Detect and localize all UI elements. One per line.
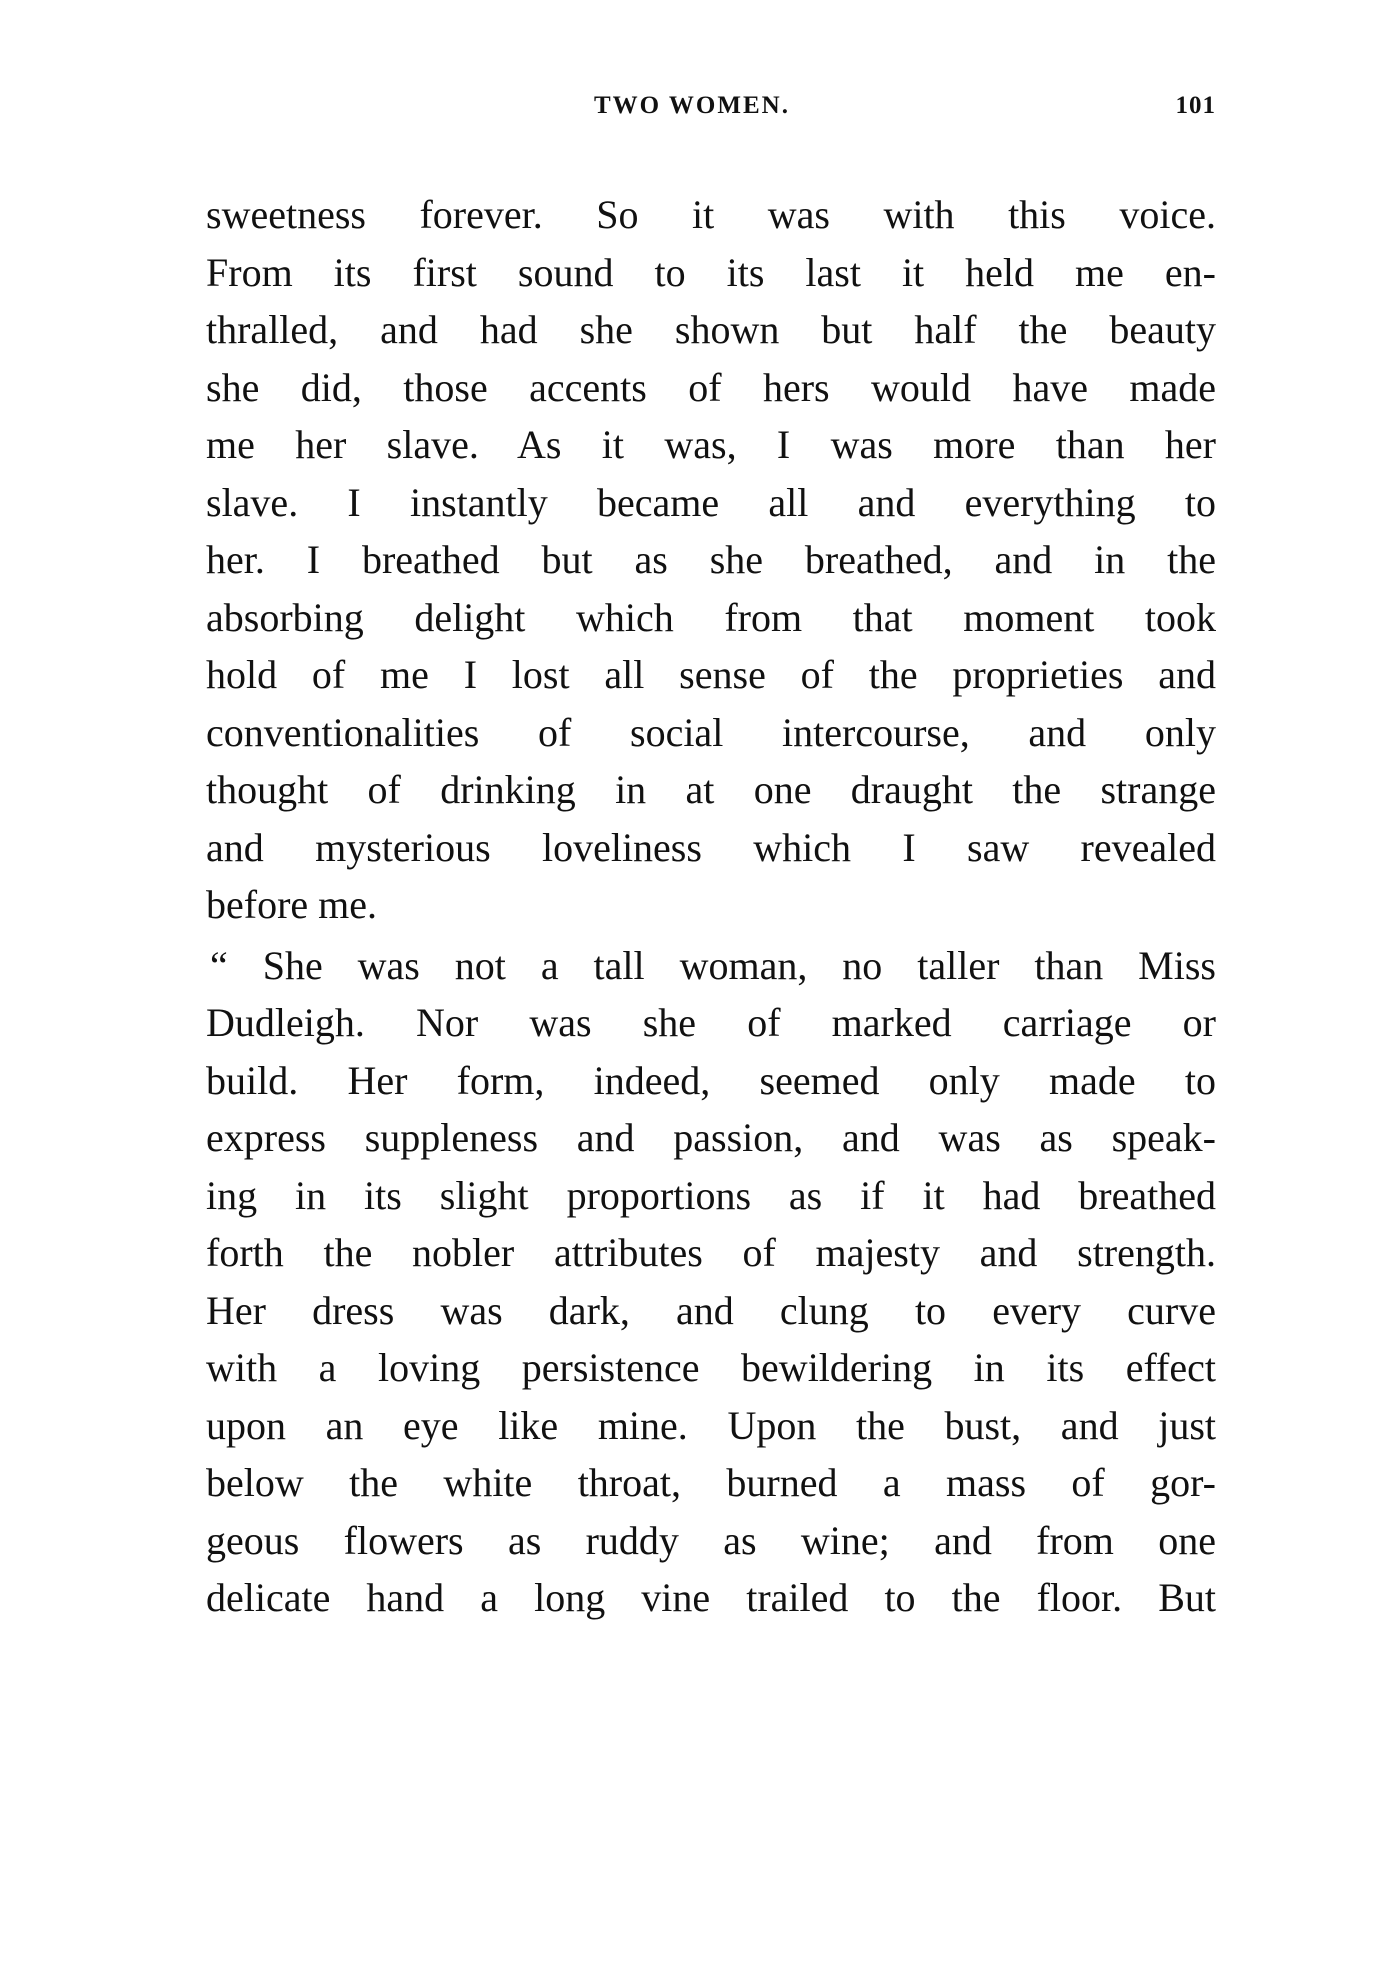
text-line: and mysterious loveliness which I saw revealed	[206, 824, 1216, 870]
text-line: upon an eye like mine. Upon the bust, and just	[206, 1402, 1216, 1448]
text-line: sweetness forever. So it was with this voice.	[206, 192, 1216, 237]
text-line: express suppleness and passion, and was as speak-	[206, 1115, 1216, 1160]
text-line: conventionalities of social intercourse, and only	[206, 709, 1216, 755]
text-line: hold of me I lost all sense of the proprieties and	[206, 652, 1216, 697]
text-line: before me.	[206, 882, 378, 927]
text-line: “ She was not a tall woman, no taller than Miss	[210, 942, 1216, 988]
text-line: From its first sound to its last it held me en-	[206, 249, 1216, 295]
text-line: build. Her form, indeed, seemed only made to	[206, 1057, 1216, 1103]
text-line: ing in its slight proportions as if it had breathed	[206, 1172, 1216, 1218]
paragraph	[206, 937, 1216, 1627]
text-line: geous flowers as ruddy as wine; and from one	[206, 1517, 1216, 1563]
text-line: slave. I instantly became all and everything to	[206, 479, 1216, 525]
text-line: Her dress was dark, and clung to every curve	[206, 1287, 1216, 1333]
text-line: she did, those accents of hers would have made	[206, 364, 1216, 410]
text-line: Dudleigh. Nor was she of marked carriage or	[206, 1000, 1216, 1045]
body-text	[206, 186, 1216, 1627]
text-line: me her slave. As it was, I was more than her	[206, 422, 1216, 467]
running-head	[206, 92, 1216, 126]
text-line: her. I breathed but as she breathed, and in the	[206, 537, 1216, 582]
text-line: thought of drinking in at one draught the strange	[206, 767, 1216, 812]
page-number: 101	[1175, 92, 1216, 119]
paragraph	[206, 186, 1216, 934]
text-line: delicate hand a long vine trailed to the floor. But	[206, 1575, 1216, 1620]
text-line: absorbing delight which from that moment took	[206, 594, 1216, 640]
text-line: with a loving persistence bewildering in its effect	[206, 1345, 1216, 1390]
text-line: forth the nobler attributes of majesty and strength.	[206, 1230, 1216, 1275]
text-line: below the white throat, burned a mass of gor-	[206, 1460, 1216, 1505]
text-line: thralled, and had she shown but half the beauty	[206, 307, 1216, 352]
running-title: TWO WOMEN.	[594, 92, 790, 119]
